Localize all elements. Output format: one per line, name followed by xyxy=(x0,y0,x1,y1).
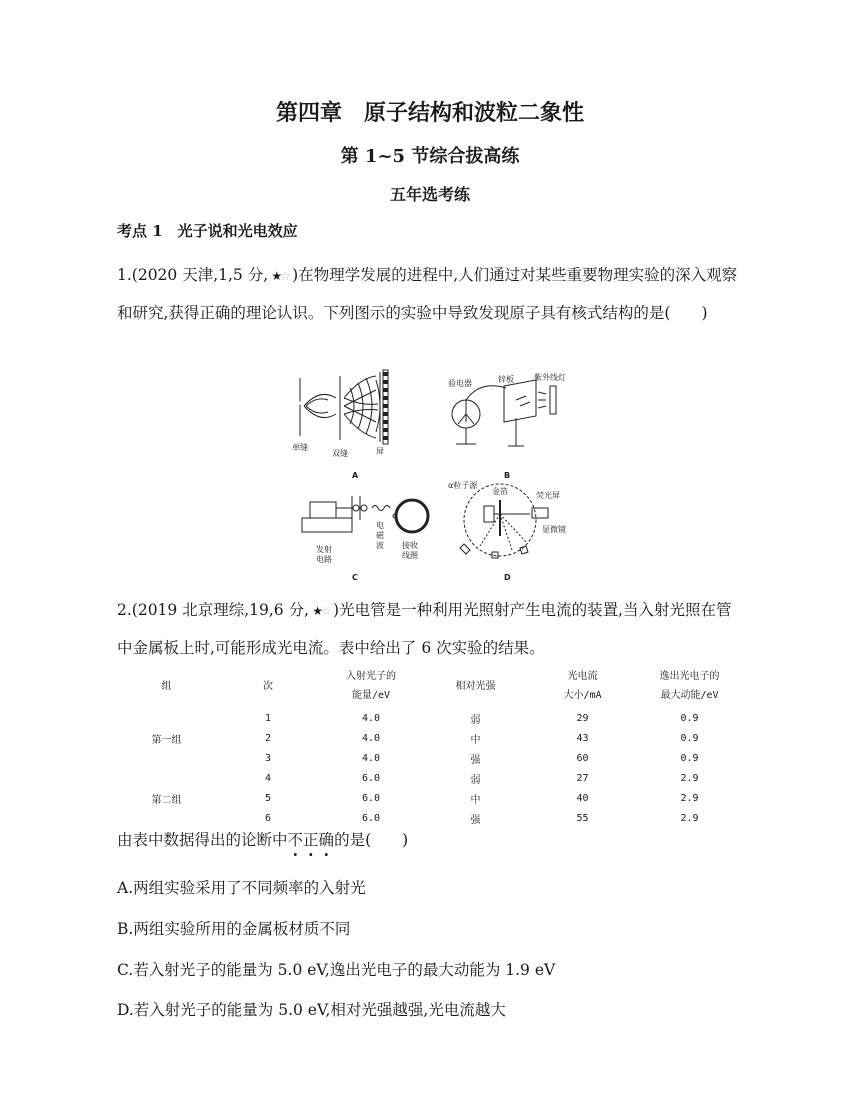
option-c[interactable]: C.若入射光子的能量为 5.0 eV,逸出光电子的最大动能为 1.9 eV xyxy=(117,961,556,979)
figure-d-caption: D xyxy=(504,573,511,582)
table-cell: 6.0 xyxy=(361,792,381,804)
figure-b-label-1: 验电器 xyxy=(448,379,472,388)
stem-before: 由表中数据得出的论断中 xyxy=(117,831,288,849)
question-1-figure xyxy=(280,368,590,588)
figure-d-label-2: 金箔 xyxy=(492,487,508,496)
figure-b xyxy=(452,380,556,446)
figure-b-label-2: 锌板 xyxy=(498,375,514,384)
figure-a-label-2: 双缝 xyxy=(332,449,348,458)
table-cell: 6.0 xyxy=(361,812,381,824)
question-1-text: )在物理学发展的进程中,人们通过对某些重要物理实验的深入观察和研究,获得正确的理论认识。下列图示的实验中导致发现原子具有核式结构的是( ) xyxy=(117,266,738,322)
table-cell: 0.9 xyxy=(680,712,699,724)
question-1 xyxy=(117,257,743,332)
table-row xyxy=(117,768,743,788)
group-cell: 第二组 xyxy=(151,794,182,806)
table-cell: 29 xyxy=(576,712,589,724)
option-d[interactable]: D.若入射光子的能量为 5.0 eV,相对光强越强,光电流越大 xyxy=(117,1001,506,1019)
figure-d-label-4: 显微镜 xyxy=(542,525,566,534)
emphasis-char: 正 xyxy=(303,831,319,849)
figure-c-caption: C xyxy=(352,573,358,582)
table-cell: 1 xyxy=(264,712,272,724)
table-row xyxy=(117,708,743,728)
question-2-stem xyxy=(117,828,408,850)
group-cell: 第一组 xyxy=(151,734,182,746)
figure-b-caption: B xyxy=(504,471,511,480)
stem-emphasis xyxy=(288,831,335,849)
section-title: 第 1~5 节综合拔高练 xyxy=(340,146,520,167)
table-cell: 0.9 xyxy=(680,752,699,764)
results-table xyxy=(117,664,743,828)
figure-c-label-3: 电 xyxy=(376,521,384,530)
figure-c xyxy=(302,496,428,532)
question-2-text: )光电管是一种利用光照射产生电流的装置,当入射光照在管中金属板上时,可能形成光电流。表中给出了 6 次实验的结果。 xyxy=(117,601,732,657)
table-header: 次 xyxy=(263,680,273,692)
option-a[interactable]: A.两组实验采用了不同频率的入射光 xyxy=(117,879,366,897)
figure-c-label-6: 接收 xyxy=(402,541,418,550)
table-cell: 4.0 xyxy=(361,732,381,744)
table-cell: 6 xyxy=(264,812,272,824)
table-cell: 60 xyxy=(576,752,589,764)
table-cell: 强 xyxy=(470,754,481,766)
figure-a-label-3: 屏 xyxy=(376,447,384,456)
star-rating-icon: ★☆ xyxy=(312,604,330,618)
table-cell: 中 xyxy=(470,794,481,806)
table-cell: 2.9 xyxy=(680,812,699,824)
table-cell: 55 xyxy=(576,812,589,824)
table-header: 相对光强 xyxy=(455,680,496,692)
table-cell: 强 xyxy=(470,814,481,826)
table-cell: 弱 xyxy=(470,714,481,726)
figure-a-caption: A xyxy=(352,471,359,480)
table-cell: 40 xyxy=(576,792,589,804)
table-cell: 2.9 xyxy=(680,772,699,784)
table-header: 组 xyxy=(161,680,172,692)
chapter-title: 第四章 原子结构和波粒二象性 xyxy=(275,100,584,126)
star-rating-icon: ★☆ xyxy=(271,269,289,283)
question-1-prefix: 1.(2020 天津,1,5 分, xyxy=(117,266,269,284)
figure-b-label-3: 紫外线灯 xyxy=(534,373,566,382)
table-cell: 27 xyxy=(576,772,589,784)
figure-c-label-7: 线圈 xyxy=(402,551,418,560)
figure-d-label-1: α粒子源 xyxy=(448,481,478,490)
sub-title: 五年选考练 xyxy=(389,185,470,204)
figure-a-label-1: 单缝 xyxy=(292,443,308,452)
figure-c-label-5: 波 xyxy=(376,541,384,550)
table-cell: 6.0 xyxy=(361,772,381,784)
table-cell: 4 xyxy=(264,772,272,784)
emphasis-char: 不 xyxy=(287,831,304,849)
table-header-row xyxy=(117,664,743,708)
figure-c-label-1: 发射 xyxy=(316,545,332,554)
figure-a xyxy=(298,370,388,444)
table-cell: 2 xyxy=(264,732,272,744)
table-cell: 0.9 xyxy=(680,732,699,744)
table-header: 入射光子的 能量/eV xyxy=(346,671,396,701)
table-header: 逸出光电子的 最大动能/eV xyxy=(659,671,720,701)
option-b[interactable]: B.两组实验所用的金属板材质不同 xyxy=(117,920,351,938)
table-cell: 5 xyxy=(264,792,272,804)
table-cell: 3 xyxy=(264,752,272,764)
emphasis-char: 确 xyxy=(318,831,335,849)
table-cell: 弱 xyxy=(470,774,481,786)
table-cell: 4.0 xyxy=(361,752,381,764)
topic-heading: 考点 1 光子说和光电效应 xyxy=(117,222,298,240)
figure-d-label-3: 荧光屏 xyxy=(536,491,560,500)
table-cell: 4.0 xyxy=(361,712,381,724)
table-cell: 中 xyxy=(470,734,481,746)
table-cell: 2.9 xyxy=(680,792,699,804)
question-2-prefix: 2.(2019 北京理综,19,6 分, xyxy=(117,601,310,619)
question-2 xyxy=(117,592,743,667)
figure-c-label-4: 磁 xyxy=(376,531,384,540)
figure-c-label-2: 电路 xyxy=(316,555,332,564)
table-cell: 43 xyxy=(576,732,589,744)
stem-after: 的是( ) xyxy=(334,831,409,849)
table-header: 光电流 大小/mA xyxy=(563,671,602,701)
